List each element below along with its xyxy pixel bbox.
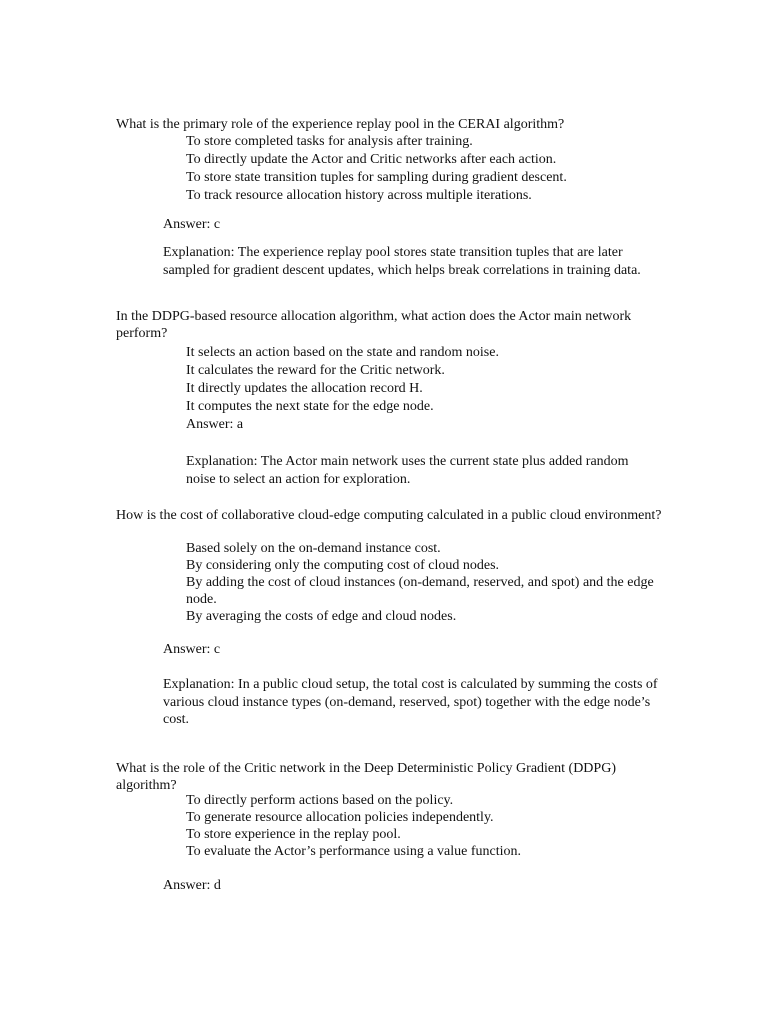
question-1-text: What is the primary role of the experience replay pool in the CERAI algorithm? — [116, 117, 565, 132]
question-1-option-d: To track resource allocation history across multiple iterations. — [186, 188, 532, 203]
question-3-option-c: By adding the cost of cloud instances (on-demand, reserved, and spot) and the edge node. — [186, 575, 654, 607]
question-3-answer: Answer: c — [163, 642, 221, 657]
question-2-explanation: Explanation: The Actor main network uses the current state plus added random noise to select an action for exploration. — [186, 454, 629, 487]
question-2-option-c: It directly updates the allocation record H. — [186, 381, 423, 396]
question-2-answer: Answer: a — [186, 417, 244, 432]
question-3-option-d: By averaging the costs of edge and cloud nodes. — [186, 609, 457, 624]
question-2-option-a: It selects an action based on the state and random noise. — [186, 345, 499, 360]
question-1-answer: Answer: c — [163, 217, 221, 232]
question-2-text: In the DDPG-based resource allocation algorithm, what action does the Actor main network perform? — [116, 309, 632, 341]
question-4-text: What is the role of the Critic network in the Deep Deterministic Policy Gradient (DDPG) algorithm? — [116, 761, 616, 793]
question-4-option-b: To generate resource allocation policies independently. — [186, 810, 494, 825]
question-4-option-a: To directly perform actions based on the policy. — [186, 793, 454, 808]
question-1-option-a: To store completed tasks for analysis after training. — [186, 134, 473, 149]
question-2-option-d: It computes the next state for the edge node. — [186, 399, 434, 414]
question-1-option-b: To directly update the Actor and Critic networks after each action. — [186, 152, 557, 167]
question-2-option-b: It calculates the reward for the Critic network. — [186, 363, 445, 378]
question-4-option-c: To store experience in the replay pool. — [186, 827, 401, 842]
question-3-option-a: Based solely on the on-demand instance cost. — [186, 541, 441, 556]
question-1-explanation: Explanation: The experience replay pool stores state transition tuples that are later sampled for gradient descent updates, which helps break correlations in training data. — [163, 245, 641, 278]
question-3-option-b: By considering only the computing cost of cloud nodes. — [186, 558, 500, 573]
question-4-option-d: To evaluate the Actor’s performance using a value function. — [186, 844, 522, 859]
question-1-option-c: To store state transition tuples for sampling during gradient descent. — [186, 170, 567, 185]
question-4-answer: Answer: d — [163, 878, 221, 893]
question-3-text: How is the cost of collaborative cloud-edge computing calculated in a public cloud environment? — [116, 508, 662, 523]
question-3-explanation: Explanation: In a public cloud setup, the total cost is calculated by summing the costs of various cloud instance types (on-demand, reserved, spot) together with the edge node’s cost. — [163, 677, 658, 727]
